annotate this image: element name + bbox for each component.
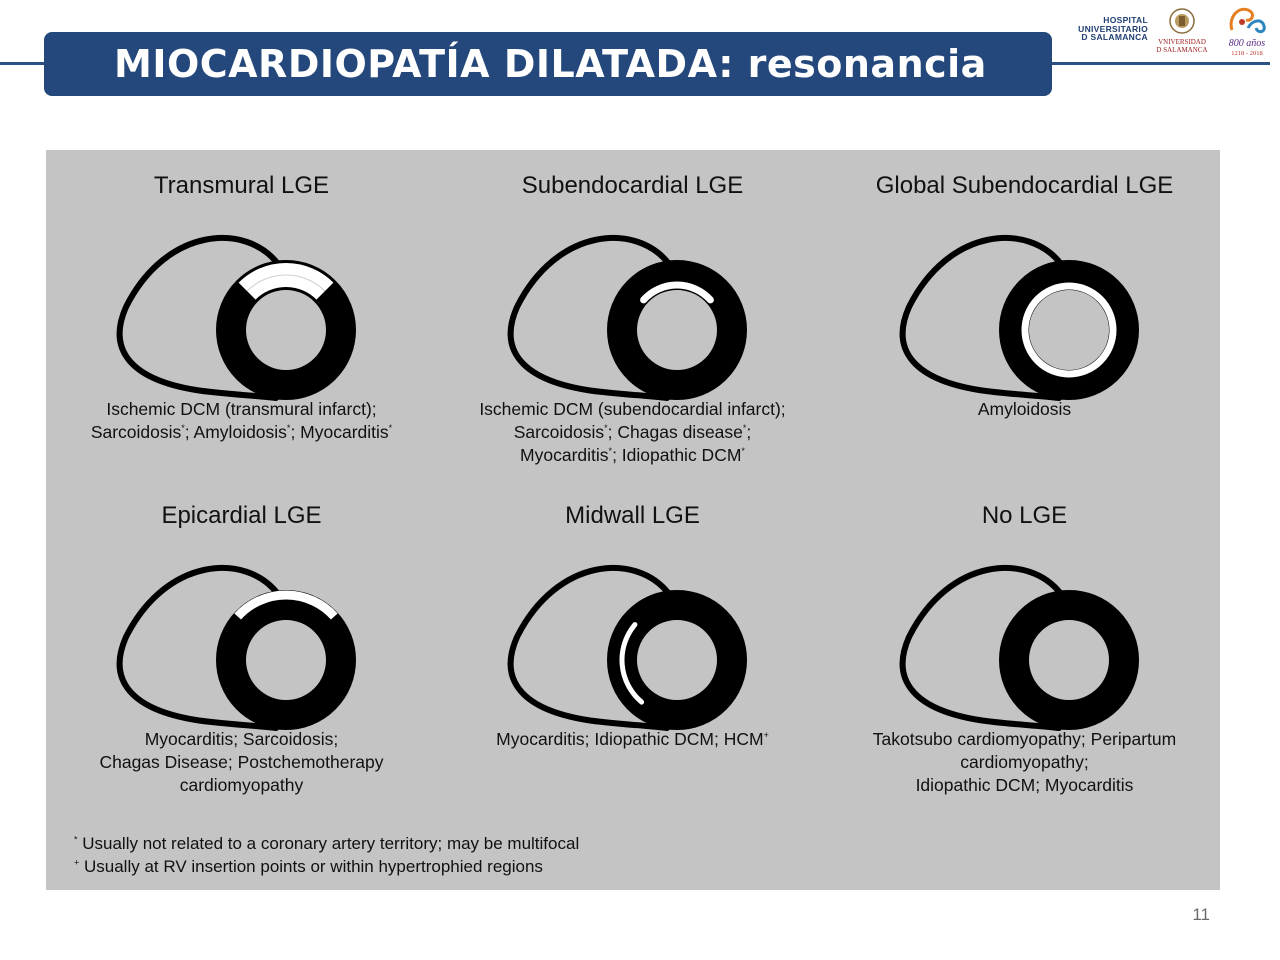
lge-panel-subendocardial: [437, 150, 828, 480]
panel-title: Transmural LGE: [153, 172, 330, 199]
footnote: [74, 855, 579, 878]
description-text: ;: [746, 422, 752, 442]
university-logo-line: D SALAMANCA: [1156, 46, 1208, 54]
footnote-marker: *: [608, 446, 613, 457]
left-ventricle-cavity: [1030, 621, 1108, 699]
anniversary-logo-line: 800 años: [1228, 38, 1266, 49]
description-text: Idiopathic DCM; Myocarditis: [915, 775, 1134, 795]
hospital-logo-line: UNIVERSITARIO: [1078, 23, 1148, 34]
description-line: [829, 398, 1220, 421]
description-line: [46, 728, 437, 751]
anniversary-logo: [1222, 2, 1272, 60]
footnote-marker: *: [74, 834, 78, 845]
description-text: Myocarditis; Sarcoidosis;: [144, 729, 339, 749]
description-line: [46, 751, 437, 774]
lge-patterns-figure: [46, 150, 1220, 890]
description-text: Ischemic DCM (transmural infarct);: [106, 399, 377, 419]
heart-diagram-icon: [46, 212, 437, 402]
footnote-marker: +: [74, 857, 80, 868]
footnotes: [74, 832, 579, 878]
description-text: ; Amyloidosis: [184, 422, 287, 442]
page-number: 11: [1192, 905, 1210, 924]
description-line: [437, 728, 828, 751]
description-line: [46, 398, 437, 421]
anniversary-emblem-icon: [1222, 2, 1272, 38]
description-text: ; Myocarditis: [290, 422, 389, 442]
lge-panel-global-subendocardial: [829, 150, 1220, 480]
description-text: Chagas Disease; Postchemotherapy: [99, 752, 384, 772]
left-ventricle-cavity: [638, 291, 716, 369]
university-seal-icon: [1152, 6, 1212, 38]
description-text: Myocarditis: [520, 445, 609, 465]
hospital-logo-line: D SALAMANCA: [1081, 32, 1148, 43]
panel-description: [829, 728, 1220, 797]
panel-description: [829, 398, 1220, 421]
description-text: Sarcoidosis: [513, 422, 605, 442]
panel-title: Subendocardial LGE: [521, 172, 744, 199]
heart-diagram-icon: [829, 212, 1220, 402]
panel-title: No LGE: [981, 502, 1068, 529]
footnote-marker: *: [388, 423, 393, 434]
description-text: cardiomyopathy;: [960, 752, 1089, 772]
panel-description: [437, 398, 828, 467]
description-text: ; Chagas disease: [607, 422, 743, 442]
footnote-marker: *: [604, 423, 608, 434]
lge-panel-none: [829, 480, 1220, 810]
hospital-logo-line: HOSPITAL: [1103, 15, 1148, 25]
lge-panel-epicardial: [46, 480, 437, 810]
description-text: cardiomyopathy: [179, 775, 304, 795]
footnote-marker: *: [741, 446, 745, 457]
panel-description: [46, 398, 437, 444]
footnote-text: Usually not related to a coronary artery territory; may be multifocal: [77, 834, 580, 853]
footnote: [74, 832, 579, 855]
description-text: Myocarditis; Idiopathic DCM; HCM: [496, 729, 764, 749]
description-text: Amyloidosis: [977, 399, 1072, 419]
left-ventricle-cavity: [638, 621, 716, 699]
footnote-marker: +: [763, 730, 769, 741]
heart-diagram-icon: [437, 542, 828, 732]
description-line: [437, 444, 828, 467]
panel-description: [437, 728, 828, 751]
left-ventricle-cavity: [1030, 291, 1108, 369]
heart-diagram-icon: [829, 542, 1220, 732]
description-line: [829, 774, 1220, 797]
description-line: [437, 421, 828, 444]
description-text: Ischemic DCM (subendocardial infarct);: [479, 399, 786, 419]
hospital-logo: [1054, 16, 1148, 46]
heart-diagram-icon: [46, 542, 437, 732]
lge-panel-midwall: [437, 480, 828, 810]
description-text: Takotsubo cardiomyopathy; Peripartum: [872, 729, 1177, 749]
university-logo: [1152, 6, 1212, 58]
left-ventricle-cavity: [247, 291, 325, 369]
footnote-marker: *: [181, 423, 185, 434]
title-bar: [44, 32, 1052, 96]
heart-diagram-icon: [437, 212, 828, 402]
slide-title: MIOCARDIOPATÍA DILATADA: resonancia: [114, 42, 987, 86]
description-line: [829, 751, 1220, 774]
description-line: [46, 774, 437, 797]
description-line: [829, 728, 1220, 751]
description-text: Sarcoidosis: [90, 422, 182, 442]
description-line: [437, 398, 828, 421]
panel-description: [46, 728, 437, 797]
panel-title: Epicardial LGE: [161, 502, 322, 529]
panel-title: Global Subendocardial LGE: [875, 172, 1174, 199]
footnote-marker: *: [742, 423, 747, 434]
left-ventricle-cavity: [247, 621, 325, 699]
lge-panel-transmural: [46, 150, 437, 480]
university-logo-line: VNIVERSIDAD: [1158, 38, 1206, 46]
anniversary-logo-line: 1218 - 2018: [1231, 50, 1263, 57]
footnote-text: Usually at RV insertion points or within hypertrophied regions: [79, 857, 543, 876]
description-line: [46, 421, 437, 444]
panel-title: Midwall LGE: [565, 502, 700, 529]
description-text: ; Idiopathic DCM: [612, 445, 742, 465]
footnote-marker: *: [286, 423, 291, 434]
